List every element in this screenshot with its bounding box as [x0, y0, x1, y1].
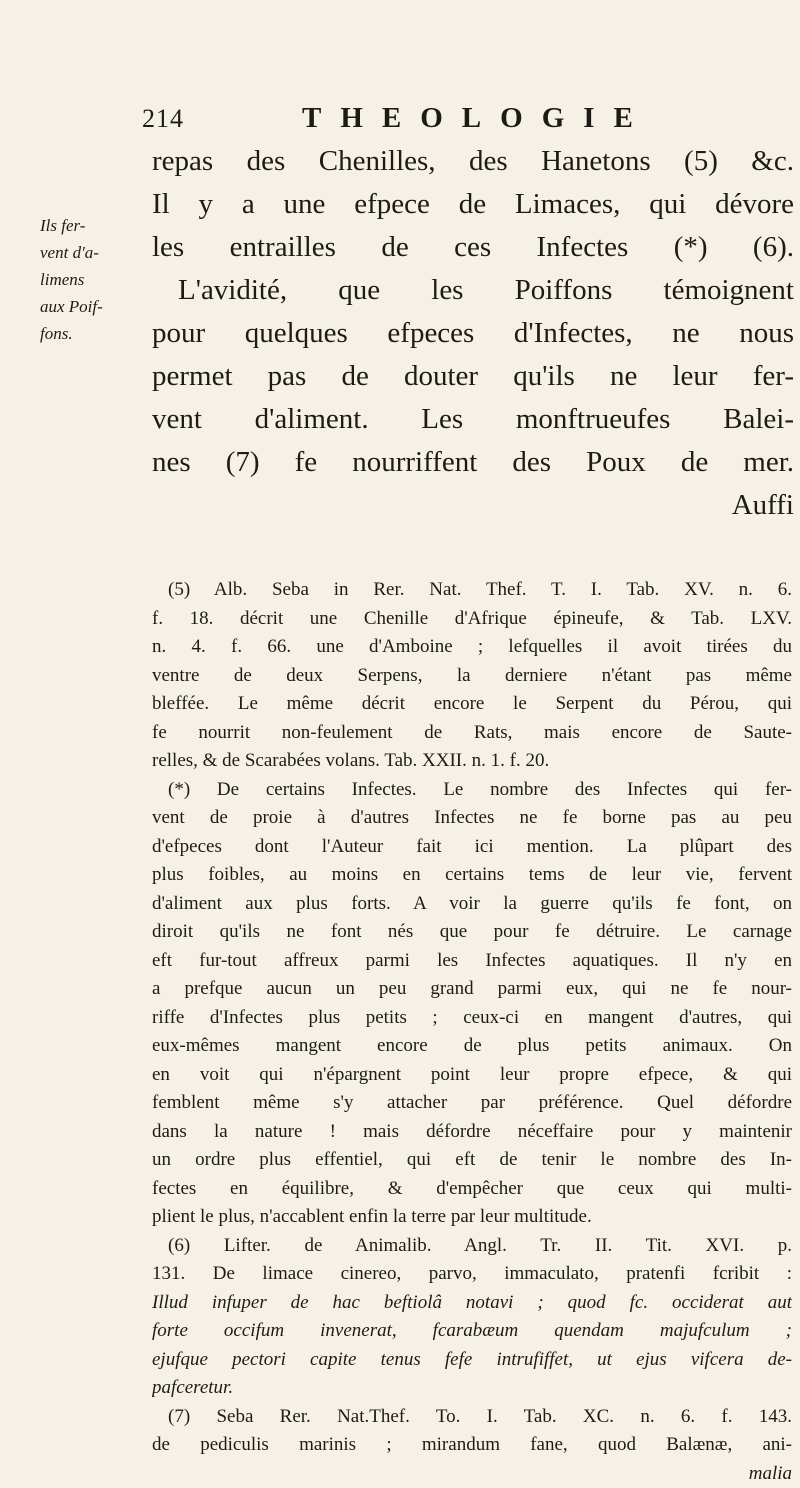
footnote-line: a prefque aucun un peu grand parmi eux, qui ne fe nour-: [152, 975, 792, 1004]
footnote-line: (7) Seba Rer. Nat.Thef. To. I. Tab. XC. n. 6. f. 143.: [152, 1403, 792, 1432]
main-text-line: nes (7) fe nourriffent des Poux de mer.: [152, 441, 794, 484]
footnote-line: riffe d'Infectes plus petits ; ceux-ci en mangent d'autres, qui: [152, 1004, 792, 1033]
margin-note-line: vent d'a-: [40, 239, 110, 266]
margin-note: [40, 212, 110, 347]
footnote-line: ventre de deux Serpens, la derniere n'étant pas même: [152, 662, 792, 691]
footnote-line: (6) Lifter. de Animalib. Angl. Tr. II. Tit. XVI. p.: [152, 1232, 792, 1261]
catchword: Auffi: [152, 484, 794, 527]
footnote-line: n. 4. f. 66. une d'Amboine ; lefquelles il avoit tirées du: [152, 633, 792, 662]
footnote-line: plus foibles, au moins en certains tems de leur vie, fervent: [152, 861, 792, 890]
margin-note-line: fons.: [40, 320, 110, 347]
footnote-line: de pediculis marinis ; mirandum fane, quod Balænæ, ani-: [152, 1431, 792, 1460]
footnotes: [152, 576, 792, 1488]
footnote-line: eux-mêmes mangent encore de plus petits animaux. On: [152, 1032, 792, 1061]
main-text-line: permet pas de douter qu'ils ne leur fer-: [152, 355, 794, 398]
margin-note-line: aux Poif-: [40, 293, 110, 320]
footnote-line: (*) De certains Infectes. Le nombre des Infectes qui fer-: [152, 776, 792, 805]
page-header: [142, 104, 782, 144]
running-title: THEOLOGIE: [302, 102, 652, 135]
footnote-line: vent de proie à d'autres Infectes ne fe borne pas au peu: [152, 804, 792, 833]
footnote-line: Illud infuper de hac beftiolâ notavi ; quod fc. occiderat aut: [152, 1289, 792, 1318]
margin-note-line: Ils fer-: [40, 212, 110, 239]
footnote-line: en voit qui n'épargnent point leur propre efpece, & qui: [152, 1061, 792, 1090]
footnote-line: ejufque pectori capite tenus fefe intrufiffet, ut ejus vifcera de-: [152, 1346, 792, 1375]
footnote-line: f. 18. décrit une Chenille d'Afrique épineufe, & Tab. LXV.: [152, 605, 792, 634]
footnote-line: femblent même s'y attacher par préférence. Quel défordre: [152, 1089, 792, 1118]
footnote-line: pafceretur.: [152, 1374, 792, 1403]
footnote-line: eft fur-tout affreux parmi les Infectes aquatiques. Il n'y en: [152, 947, 792, 976]
footnote-line: d'aliment aux plus forts. A voir la guerre qu'ils fe font, on: [152, 890, 792, 919]
footnote-line: fe nourrit non-feulement de Rats, mais encore de Saute-: [152, 719, 792, 748]
footnote-line: dans la nature ! mais défordre néceffaire pour y maintenir: [152, 1118, 792, 1147]
footnote-line: forte occifum invenerat, fcarabæum quendam majufculum ;: [152, 1317, 792, 1346]
footnote-line: diroit qu'ils ne font nés que pour fe détruire. Le carnage: [152, 918, 792, 947]
footnote-line: 131. De limace cinereo, parvo, immaculato, pratenfi fcribit :: [152, 1260, 792, 1289]
main-text-line: les entrailles de ces Infectes (*) (6).: [152, 226, 794, 269]
footnote-line: un ordre plus effentiel, qui eft de tenir le nombre des In-: [152, 1146, 792, 1175]
main-text-line: L'avidité, que les Poiffons témoignent: [152, 269, 794, 312]
page-number: 214: [142, 104, 184, 134]
footnote-line: (5) Alb. Seba in Rer. Nat. Thef. T. I. Tab. XV. n. 6.: [152, 576, 792, 605]
footnote-line: bleffée. Le même décrit encore le Serpent du Pérou, qui: [152, 690, 792, 719]
footnote-line: d'efpeces dont l'Auteur fait ici mention. La plûpart des: [152, 833, 792, 862]
margin-note-line: limens: [40, 266, 110, 293]
main-text-line: repas des Chenilles, des Hanetons (5) &c.: [152, 140, 794, 183]
footnote-catchword: malia: [152, 1460, 792, 1488]
main-text-line: vent d'aliment. Les monftrueufes Balei-: [152, 398, 794, 441]
main-text-line: pour quelques efpeces d'Infectes, ne nous: [152, 312, 794, 355]
footnote-line: plient le plus, n'accablent enfin la terre par leur multitude.: [152, 1203, 792, 1232]
footnote-line: fectes en équilibre, & d'empêcher que ceux qui multi-: [152, 1175, 792, 1204]
main-text: [152, 140, 794, 527]
footnote-line: relles, & de Scarabées volans. Tab. XXII. n. 1. f. 20.: [152, 747, 792, 776]
main-text-line: Il y a une efpece de Limaces, qui dévore: [152, 183, 794, 226]
